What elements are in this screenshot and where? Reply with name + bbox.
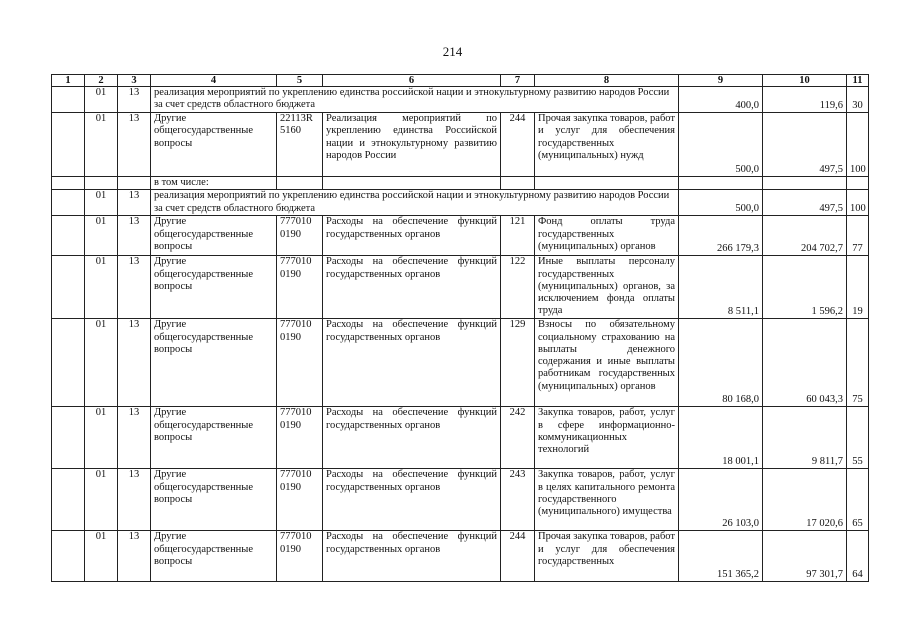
cell-section: 01: [85, 87, 118, 113]
cell-plan: 26 103,0: [679, 469, 763, 531]
cell-section: 01: [85, 216, 118, 256]
cell-plan: 18 001,1: [679, 407, 763, 469]
cell-category: Другие общегосударственные вопросы: [151, 407, 277, 469]
col-header-4: 4: [151, 75, 277, 87]
col-header-11: 11: [847, 75, 869, 87]
cell-section: 01: [85, 319, 118, 407]
page-number: 214: [442, 44, 463, 59]
cell-plan: 80 168,0: [679, 319, 763, 407]
cell-actual: 497,5: [763, 113, 847, 177]
cell-expense-name: Расходы на обеспечение функций государственных органов: [323, 531, 501, 582]
cell-category: Другие общегосударственные вопросы: [151, 256, 277, 319]
cell-kind: 243: [501, 469, 535, 531]
cell-category: Другие общегосударственные вопросы: [151, 319, 277, 407]
cell-percent: 75: [847, 319, 869, 407]
cell-plan: 151 365,2: [679, 531, 763, 582]
budget-table: [51, 74, 869, 582]
cell-subsection: 13: [118, 87, 151, 113]
table-row: [52, 469, 869, 531]
table-row: [52, 190, 869, 216]
col-header-3: 3: [118, 75, 151, 87]
cell-actual: 204 702,7: [763, 216, 847, 256]
col-header-5: 5: [277, 75, 323, 87]
cell-code: 777010 0190: [277, 407, 323, 469]
cell-subsection: 13: [118, 531, 151, 582]
cell-actual: 9 811,7: [763, 407, 847, 469]
cell-kind: 242: [501, 407, 535, 469]
cell-kind: 121: [501, 216, 535, 256]
cell-kind-name: Фонд оплаты труда государственных (муниципальных) органов: [535, 216, 679, 256]
cell-percent: 100: [847, 190, 869, 216]
cell-kind: 244: [501, 113, 535, 177]
cell-actual: 1 596,2: [763, 256, 847, 319]
cell-plan: 500,0: [679, 113, 763, 177]
cell-subsection: 13: [118, 256, 151, 319]
cell-kind-name: Закупка товаров, работ, услуг в целях капитального ремонта государственного (муниципального) имущества: [535, 469, 679, 531]
cell-kind-name: Прочая закупка товаров, работ и услуг для обеспечения государственных: [535, 531, 679, 582]
cell-section: 01: [85, 469, 118, 531]
cell-category: Другие общегосударственные вопросы: [151, 113, 277, 177]
col-header-7: 7: [501, 75, 535, 87]
cell-section: 01: [85, 256, 118, 319]
cell-section: 01: [85, 190, 118, 216]
col-header-8: 8: [535, 75, 679, 87]
cell-kind: 129: [501, 319, 535, 407]
table-row: [52, 216, 869, 256]
cell-kind: 244: [501, 531, 535, 582]
cell-expense-name: Расходы на обеспечение функций государственных органов: [323, 469, 501, 531]
cell-section: 01: [85, 407, 118, 469]
cell-percent: 100: [847, 113, 869, 177]
cell-code: 777010 0190: [277, 256, 323, 319]
table-row: [52, 256, 869, 319]
cell-expense-name: Реализация мероприятий по укреплению единства Российской нации и этнокультурному развитию народов России: [323, 113, 501, 177]
cell-kind-name: Взносы по обязательному социальному страхованию на выплаты денежного содержания и иные выплаты работникам государственных (муниципальных) органов: [535, 319, 679, 407]
table-row: [52, 319, 869, 407]
cell-actual: 60 043,3: [763, 319, 847, 407]
col-header-10: 10: [763, 75, 847, 87]
cell-plan: 500,0: [679, 190, 763, 216]
cell-plan: 400,0: [679, 87, 763, 113]
cell-percent: 65: [847, 469, 869, 531]
cell-description: реализация мероприятий по укреплению единства российской нации и этнокультурному развитию народов России за счет средств областного бюджета: [151, 190, 679, 216]
cell-percent: 77: [847, 216, 869, 256]
cell-actual: 497,5: [763, 190, 847, 216]
cell-section: 01: [85, 531, 118, 582]
cell-subsection: 13: [118, 113, 151, 177]
table-row: [52, 87, 869, 113]
cell-kind-name: Закупка товаров, работ, услуг в сфере информационно-коммуникационных технологий: [535, 407, 679, 469]
col-header-9: 9: [679, 75, 763, 87]
col-header-1: 1: [52, 75, 85, 87]
cell-kind-name: Иные выплаты персоналу государственных (муниципальных) органов, за исключением фонда оплаты труда: [535, 256, 679, 319]
cell-including: в том числе:: [151, 177, 277, 190]
cell-expense-name: Расходы на обеспечение функций государственных органов: [323, 216, 501, 256]
cell-kind-name: Прочая закупка товаров, работ и услуг для обеспечения государственных (муниципальных) нужд: [535, 113, 679, 177]
cell-expense-name: Расходы на обеспечение функций государственных органов: [323, 256, 501, 319]
cell-percent: 64: [847, 531, 869, 582]
cell-subsection: 13: [118, 190, 151, 216]
col-header-2: 2: [85, 75, 118, 87]
cell-actual: 97 301,7: [763, 531, 847, 582]
cell-subsection: 13: [118, 216, 151, 256]
cell-subsection: 13: [118, 469, 151, 531]
cell-category: Другие общегосударственные вопросы: [151, 469, 277, 531]
cell-category: Другие общегосударственные вопросы: [151, 216, 277, 256]
cell-description: реализация мероприятий по укреплению единства российской нации и этнокультурному развитию народов России за счет средств областного бюджета: [151, 87, 679, 113]
cell-section: 01: [85, 113, 118, 177]
table-row: [52, 407, 869, 469]
cell-plan: 266 179,3: [679, 216, 763, 256]
table-row: [52, 177, 869, 190]
cell-code: 777010 0190: [277, 469, 323, 531]
cell-percent: 55: [847, 407, 869, 469]
cell-plan: 8 511,1: [679, 256, 763, 319]
cell-category: Другие общегосударственные вопросы: [151, 531, 277, 582]
cell-percent: 30: [847, 87, 869, 113]
header-row: [52, 75, 869, 87]
table-row: [52, 531, 869, 582]
cell-code: 22113R 5160: [277, 113, 323, 177]
cell-code: 777010 0190: [277, 531, 323, 582]
cell-subsection: 13: [118, 319, 151, 407]
cell-code: 777010 0190: [277, 319, 323, 407]
cell-expense-name: Расходы на обеспечение функций государственных органов: [323, 407, 501, 469]
cell-actual: 17 020,6: [763, 469, 847, 531]
cell-percent: 19: [847, 256, 869, 319]
col-header-6: 6: [323, 75, 501, 87]
cell-actual: 119,6: [763, 87, 847, 113]
table-row: [52, 113, 869, 177]
cell-kind: 122: [501, 256, 535, 319]
cell-subsection: 13: [118, 407, 151, 469]
cell-code: 777010 0190: [277, 216, 323, 256]
cell-expense-name: Расходы на обеспечение функций государственных органов: [323, 319, 501, 407]
